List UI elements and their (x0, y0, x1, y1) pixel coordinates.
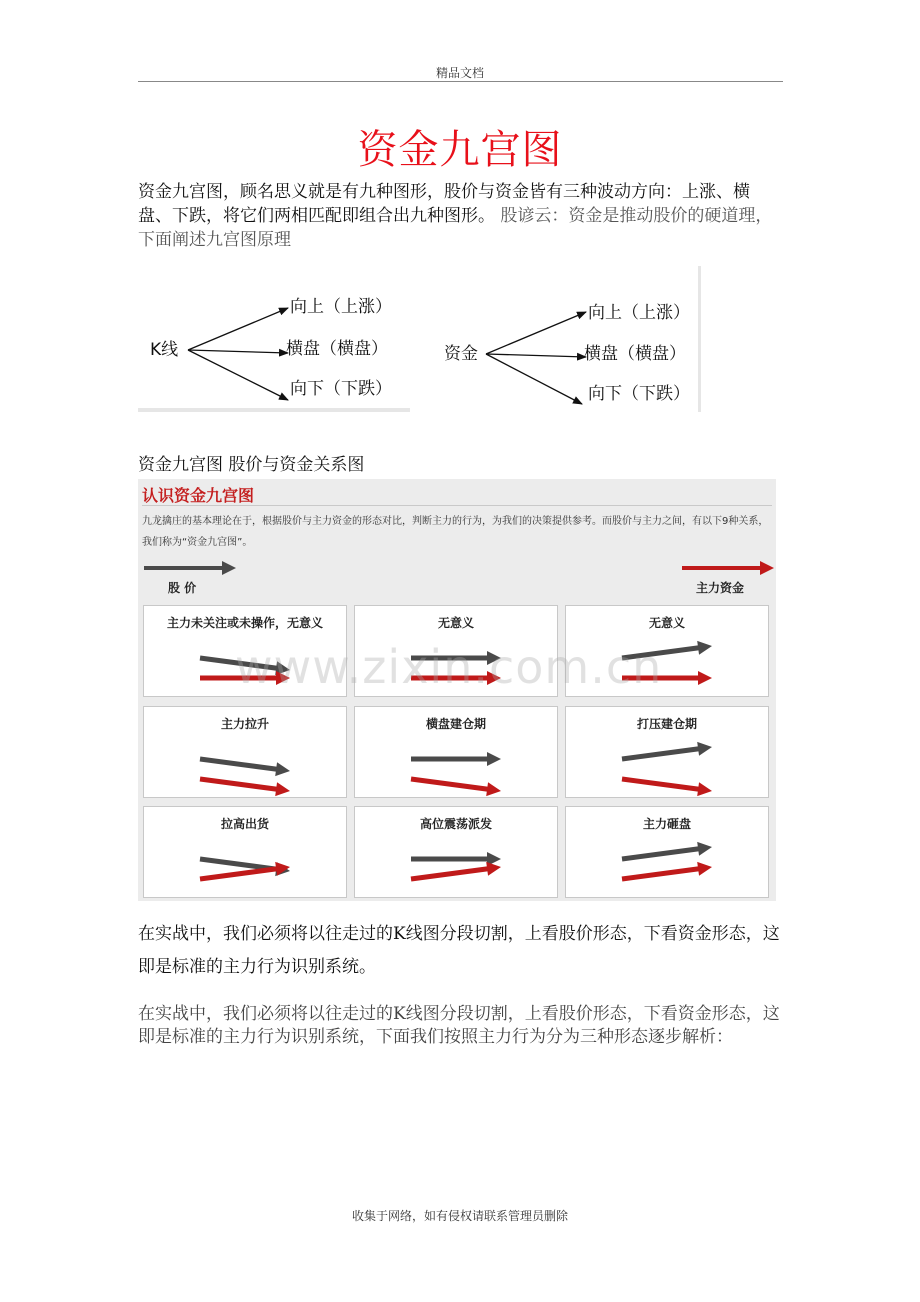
price-arrow (621, 740, 713, 766)
grid-cell-label: 横盘建仓期 (425, 717, 486, 731)
price-arrow (621, 840, 713, 866)
diagram-bottom-shadow (138, 408, 410, 412)
grid-cell (354, 806, 558, 898)
intro-gray-text: 股谚云：资金是推动股价的硬道理，下面阐述九宫图原理 (138, 206, 773, 250)
fund-arrow (410, 860, 502, 886)
price-arrow (199, 752, 291, 778)
diagram-right-shadow (698, 266, 701, 412)
fund-arrow-shape (621, 860, 713, 886)
price-arrow-shape (411, 651, 501, 665)
grid-cell-arrows (355, 606, 559, 698)
diagram-right-source: 资金 (444, 344, 478, 364)
grid-cell (354, 706, 558, 798)
grid-cell-label: 拉高出货 (220, 817, 269, 831)
fund-arrow-shape (410, 772, 502, 798)
price-legend-label: 股 价 (168, 581, 197, 595)
fund-arrow-shape (199, 772, 291, 798)
panel-title-divider (142, 505, 772, 506)
fund-legend-arrow-shape (682, 561, 774, 575)
grid-cell-label: 高位震荡派发 (419, 817, 492, 831)
nine-grid-panel (138, 479, 776, 901)
right-branch-flat: 横盘（横盘） (584, 344, 686, 364)
practice-paragraph-bold: 在实战中，我们必须将以往走过的K线图分段切割，上看股价形态，下看资金形态，这即是标准的主力行为识别系统。 (138, 924, 780, 977)
fund-arrow (622, 671, 712, 685)
grid-cell-arrows (566, 807, 770, 899)
right-arrow-up (486, 312, 586, 354)
header-divider (138, 81, 783, 82)
fund-arrow (200, 671, 290, 685)
price-arrow-shape (621, 639, 713, 665)
grid-cell-arrows (566, 707, 770, 799)
document-title: 资金九宫图 (357, 127, 563, 173)
watermark: www.zixin.com.cn (235, 640, 663, 694)
grid-cell-label: 主力拉升 (220, 717, 269, 731)
page-header: 精品文档 (435, 66, 484, 80)
price-arrow (411, 752, 501, 766)
fund-arrow-shape (410, 860, 502, 886)
grid-cell (143, 605, 347, 697)
grid-cell (143, 806, 347, 898)
left-branch-up: 向上（上涨） (290, 297, 392, 317)
left-branch-flat: 横盘（横盘） (286, 339, 388, 359)
price-arrow-shape (199, 752, 291, 778)
grid-cell-label: 打压建仓期 (636, 717, 697, 731)
grid-cell-label: 无意义 (648, 616, 685, 630)
intro-main-text: 资金九宫图，顾名思义就是有九种图形，股价与资金皆有三种波动方向：上涨、横盘、下跌，将它们两相匹配即组合出九种图形。 (138, 182, 750, 226)
grid-cell (565, 806, 769, 898)
left-arrow-down (188, 350, 288, 400)
fund-arrow-shape (622, 671, 712, 685)
grid-cell-arrows (144, 707, 348, 799)
price-arrow (411, 651, 501, 665)
fund-legend-arrow (682, 559, 774, 577)
right-arrow-flat (486, 354, 586, 357)
fund-legend-label: 主力资金 (696, 581, 745, 595)
fund-arrow (410, 772, 502, 798)
grid-cell-label: 主力砸盘 (642, 817, 691, 831)
grid-cell (143, 706, 347, 798)
price-arrow-shape (621, 740, 713, 766)
grid-cell-label: 主力未关注或未操作，无意义 (166, 616, 323, 630)
grid-cell-arrows (144, 606, 348, 698)
left-arrow-flat (188, 350, 288, 353)
intro-paragraph (138, 180, 783, 252)
page-footer: 收集于网络，如有侵权请联系管理员删除 (351, 1209, 568, 1223)
price-arrow-shape (411, 752, 501, 766)
right-branch-up: 向上（上涨） (588, 303, 690, 323)
grid-cell-arrows (355, 707, 559, 799)
left-branch-down: 向下（下跌） (290, 379, 392, 399)
kline-fund-diagram (138, 262, 708, 418)
fund-arrow (411, 671, 501, 685)
fund-arrow (199, 772, 291, 798)
diagram-left-source: K线 (150, 340, 179, 360)
price-arrow (621, 639, 713, 665)
grid-cell-arrows (566, 606, 770, 698)
grid-cell-arrows (144, 807, 348, 899)
grid-cell (354, 605, 558, 697)
panel-description: 九龙擒庄的基本理论在于，根据股价与主力资金的形态对比，判断主力的行为，为我们的决策提供参考。而股价与主力之间，有以下9种关系，我们称为“资金九宫图”。 (142, 516, 769, 548)
fund-arrow-shape (621, 772, 713, 798)
fund-arrow (621, 860, 713, 886)
price-arrow-shape (621, 840, 713, 866)
fund-arrow (621, 772, 713, 798)
grid-cell-label: 无意义 (437, 616, 474, 630)
fund-arrow-shape (411, 671, 501, 685)
price-legend-arrow-shape (144, 561, 236, 575)
price-legend-arrow (144, 559, 236, 577)
right-branch-down: 向下（下跌） (588, 384, 690, 404)
figure-caption: 资金九宫图 股价与资金关系图 (138, 455, 365, 475)
fund-arrow-shape (200, 671, 290, 685)
practice-paragraph: 在实战中，我们必须将以往走过的K线图分段切割，上看股价形态，下看资金形态，这即是标准的主力行为识别系统，下面我们按照主力行为分为三种形态逐步解析： (138, 1004, 780, 1047)
panel-title: 认识资金九宫图 (142, 486, 255, 505)
left-arrow-up (188, 308, 288, 350)
right-arrow-down (486, 354, 582, 404)
grid-cell-arrows (355, 807, 559, 899)
grid-cell (565, 605, 769, 697)
grid-cell (565, 706, 769, 798)
